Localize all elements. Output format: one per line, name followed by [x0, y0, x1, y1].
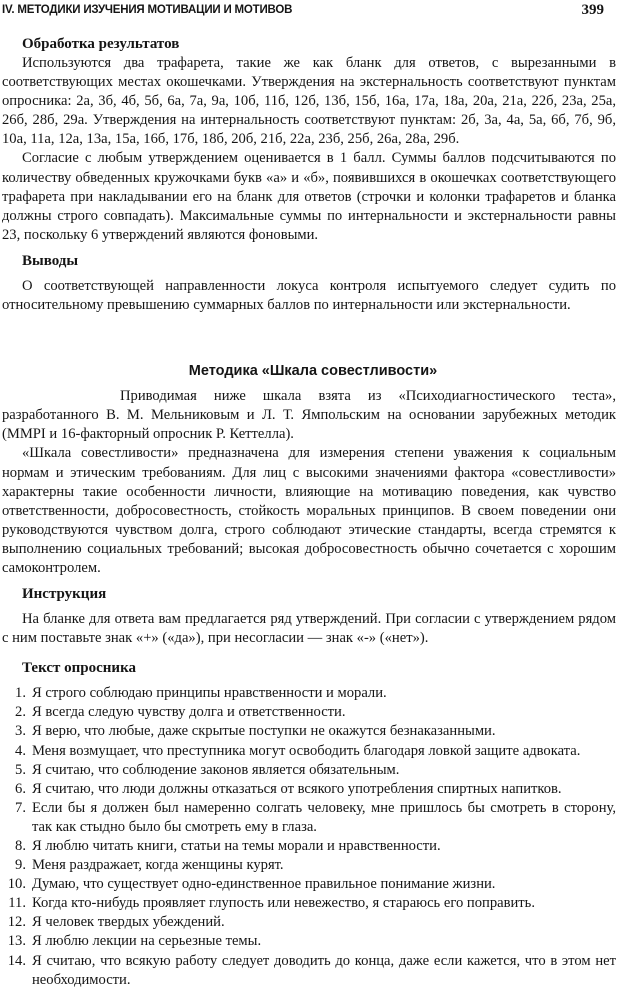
questionnaire-item: [2, 780, 616, 799]
item-text: Я человек твердых убеждений.: [32, 914, 225, 931]
questionnaire-item: [2, 799, 616, 837]
item-text: Меня раздражает, когда женщины курят.: [32, 857, 284, 874]
method-title: Методика «Шкала совестливости»: [188, 363, 438, 380]
questionnaire-item: [2, 684, 616, 703]
questionnaire-item: [2, 856, 616, 875]
questionnaire-item: [2, 894, 616, 913]
results-heading: Обработка результатов: [22, 36, 180, 52]
item-text: Я всегда следую чувству долга и ответственности.: [32, 704, 346, 721]
questionnaire-item: [2, 742, 616, 761]
questionnaire-list: [2, 684, 616, 990]
item-number: 10.: [7, 876, 26, 893]
item-text: Если бы я должен был намеренно солгать человеку, мне пришлось бы смотреть в сторону, так как стыдно было бы смотреть ему в глаза.: [32, 799, 616, 835]
item-text: Когда кто-нибудь проявляет глупость или невежество, я стараюсь его поправить.: [32, 895, 535, 912]
item-text: Я считаю, что соблюдение законов является обязательным.: [32, 761, 400, 778]
method-intro: Приводимая ниже шкала взята из «Психодиагностического теста», разработанного В. М. Мельниковым и Л. Т. Ямпольским на основании зарубежных методик (MMPI и 16-факторный опросник Р. Кеттелла).: [2, 388, 616, 443]
item-number: 1.: [15, 685, 26, 702]
page-content: [2, 34, 616, 990]
questionnaire-item: [2, 837, 616, 856]
item-number: 7.: [15, 799, 26, 816]
item-number: 11.: [8, 895, 26, 912]
instruction-paragraph: На бланке для ответа вам предлагается ряд утверждений. При согласии с утверждением рядом с ним поставьте знак «+» («да»), при несогласии — знак «-» («нет»).: [2, 611, 616, 647]
page-number: 399: [581, 2, 604, 18]
item-number: 6.: [15, 780, 26, 797]
conclusions-heading: Выводы: [22, 252, 79, 269]
questionnaire-item: [2, 722, 616, 741]
questionnaire-item: [2, 913, 616, 932]
item-number: 2.: [15, 704, 26, 721]
item-text: Я считаю, что всякую работу следует доводить до конца, даже если кажется, что в этом нет необходимости.: [32, 952, 616, 988]
item-text: Я верю, что любые, даже скрытые поступки не окажутся безнаказанными.: [32, 723, 496, 740]
item-number: 8.: [15, 838, 26, 854]
questionnaire-item: [2, 703, 616, 722]
conclusions-paragraph: О соответствующей направленности локуса контроля испытуемого следует судить по относительному превышению суммарных баллов по интернальности или экстернальности.: [2, 277, 616, 314]
questionnaire-item: [2, 932, 616, 951]
questionnaire-item: [2, 875, 616, 894]
results-paragraph-2: Согласие с любым утверждением оценивается в 1 балл. Суммы баллов подсчитываются по количеству обведенных кружочками букв «а» и «б», появившихся в окошечках соответствующего трафарета при накладывании его на бланк для ответов (строчки и колонки трафаретов и бланка должны строго совпадать). Максимальные суммы по интернальности и экстернальности равны 23, поскольку 6 утверждений являются фоновыми.: [2, 150, 616, 243]
item-number: 12.: [7, 914, 26, 931]
item-number: 14.: [7, 952, 26, 969]
questionnaire-item: [2, 952, 616, 990]
item-text: Я строго соблюдаю принципы нравственности и морали.: [32, 685, 387, 702]
item-number: 9.: [15, 857, 26, 874]
item-number: 3.: [15, 723, 26, 740]
item-number: 5.: [15, 761, 26, 778]
item-text: Я люблю лекции на серьезные темы.: [32, 933, 262, 950]
item-number: 13.: [7, 933, 26, 950]
questionnaire-heading: Текст опросника: [22, 660, 136, 677]
questionnaire-item: [2, 761, 616, 780]
item-text: Я считаю, что люди должны отказаться от всякого употребления спиртных напитков.: [32, 780, 562, 797]
item-text: Думаю, что существует одно-единственное правильное понимание жизни.: [32, 876, 496, 893]
item-number: 4.: [15, 742, 26, 759]
item-text: Меня возмущает, что преступника могут освободить благодаря ловкой защите адвоката.: [32, 742, 581, 759]
results-paragraph-1: Используются два трафарета, такие же как бланк для ответов, с вырезанными в соответствующих местах окошечками. Утверждения на экстернальность соответствуют пунктам опросника: 2а, 3б, 4б, 5б, 6а, 7а, 9а, 10б, 11б, 12б, 13б, 15б, 16а, 17а, 18а, 20а, 21а, 22б, 23а, 25а, 26б, 28б, 29а. Утверждения на интернальность соответствуют пунктам: 2б, 3а, 4а, 5а, 6б, 7б, 9б, 10а, 11а, 12а, 13а, 15а, 16б, 17б, 18б, 20б, 21б, 22а, 23б, 25б, 26а, 28а, 29б.: [2, 55, 616, 148]
instruction-heading: Инструкция: [22, 586, 107, 603]
item-text: Я люблю читать книги, статьи на темы морали и нравственности.: [32, 838, 441, 854]
method-description: «Шкала совестливости» предназначена для измерения степени уважения к социальным нормам и этическим требованиям. Для лиц с высокими значениями фактора «совестливости» характерны такие особенности личности, влияющие на мотивацию поведения, как чувство ответственности, добросовестность, стойкость моральных принципов. В своем поведении они руководствуются чувством долга, строго соблюдают этические стандарты, всегда стремятся к выполнению социальных требований; высокая добросовестность обычно сочетается с хорошим самоконтролем.: [2, 445, 616, 576]
running-head: IV. МЕТОДИКИ ИЗУЧЕНИЯ МОТИВАЦИИ И МОТИВОВ: [2, 4, 293, 16]
